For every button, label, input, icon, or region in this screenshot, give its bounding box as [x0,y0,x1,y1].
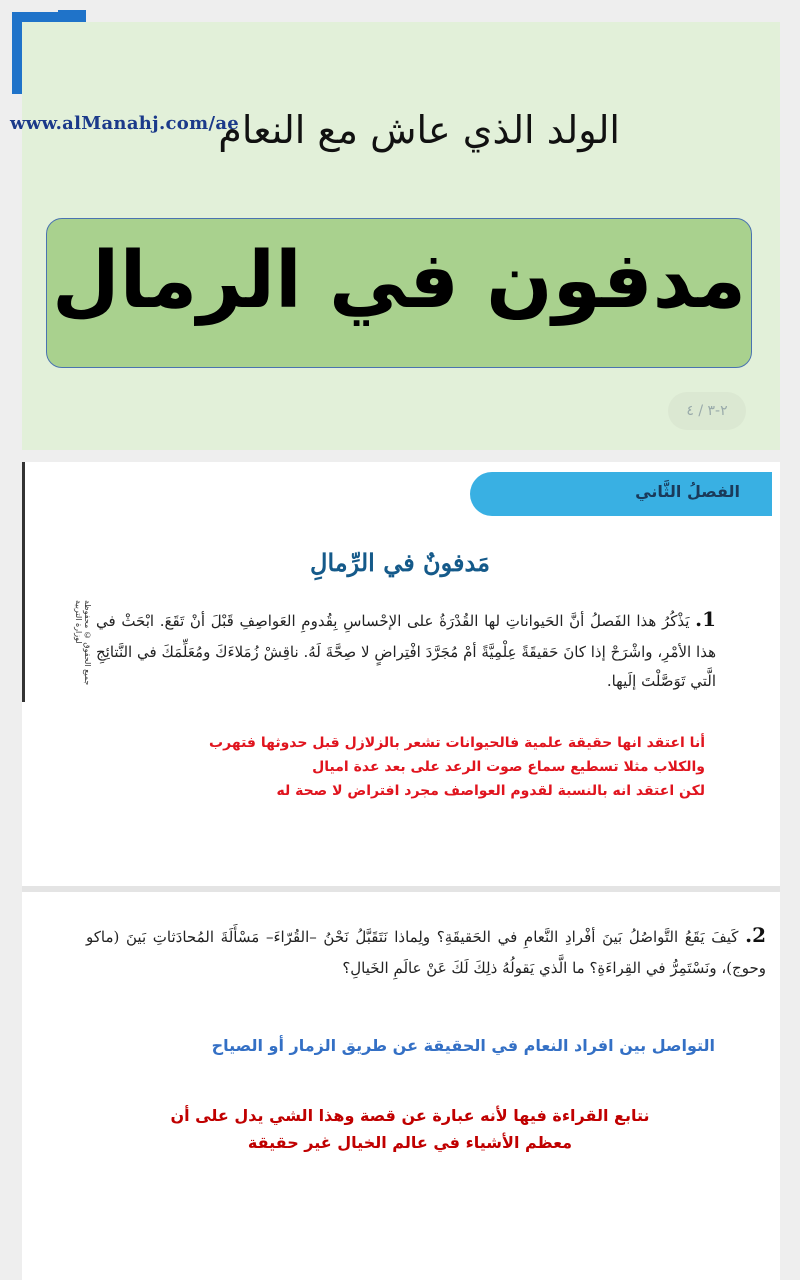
chapter-banner-label: الفصلُ الثَّاني [635,482,740,501]
story-title: الولد الذي عاش مع النعام [218,108,620,152]
answer-line: أنا اعتقد انها حقيقة علمية فالحيوانات تشعر بالزلازل قبل حدوثها فتهرب [209,735,705,751]
question-number: 2. [745,923,766,947]
scan-edge [22,462,25,702]
question-2 [86,916,766,983]
answer-line: معظم الأشياء في عالم الخيال غير حقيقة [247,1133,573,1153]
answer-line: نتابع القراءة فيها لأنه عبارة عن قصة وهذا الشي يدل على أن [170,1106,650,1125]
answer-2-blue: التواصل بين افراد النعام في الحقيقة عن طريق الزمار أو الصياح [211,1036,715,1055]
question-number: 1. [695,607,716,631]
lesson-title: مَدفونٌ في الرِّمالِ [310,548,490,577]
watermark-url[interactable]: www.alManahj.com/ae [10,113,240,134]
answer-2-red [110,1102,710,1156]
page-indicator[interactable]: ٢-٣ / ٤ [668,392,746,430]
copyright-side-note: جميع الحقوق © محفوظة لوزارة التربية [74,600,92,686]
chapter-title: مدفون في الرمال [51,236,746,326]
answer-line: لكن اعتقد انه بالنسبة لقدوم العواصف مجرد افتراض لا صحة له [276,782,705,799]
answer-1 [150,732,705,803]
question-1 [96,600,716,695]
answer-line: والكلاب مثلا تسطيع سماع صوت الرعد على بعد عدة اميال [312,758,705,775]
question-text: يَذْكُرُ هذا الفَصلُ أنَّ الحَيواناتِ لها القُدْرَةُ على الإحْساسِ بِقُدومِ العَواصِفِ قَبْلَ أنْ تَقَعَ. ابْحَثْ في هذا الأمْرِ، واشْرَحْ إذا كانَ حَقيقَةً عِلْمِيَّةً أمْ مُجَرَّدَ افْتِراضٍ لا صِحَّةَ لَهُ. ناقِشْ زُمَلاءَكَ ومُعَلِّمَكَ في النَّتائِجِ الَّتي تَوَصَّلْتَ إلَيها. [96,612,716,690]
question-text: كَيفَ يَقَعُ التَّواصُلُ بَينَ أفْرادِ النَّعامِ في الحَقيقَةِ؟ ولِماذا نَتَقَبَّلُ نَحْنُ –القُرّاءَ– مَسْأَلَةَ المُحادَثاتِ بَينَ (ماكو وحوج)، ونَسْتَمِرُّ في القِراءَةِ؟ ما الَّذي يَقولُهُ ذلِكَ لَكَ عَنْ عالَمِ الخَيالِ؟ [86,928,766,977]
